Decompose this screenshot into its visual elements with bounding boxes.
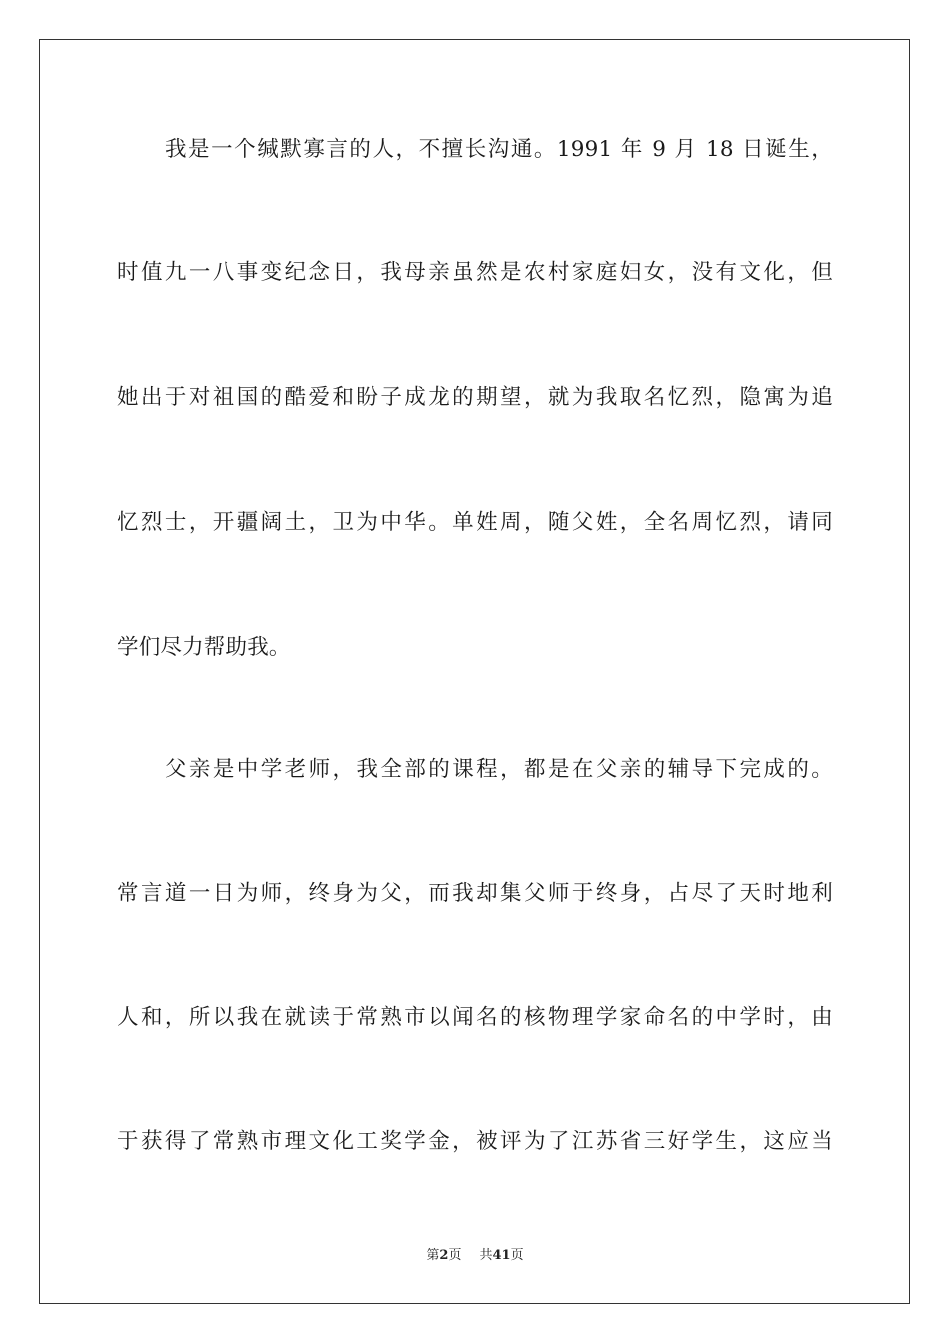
page-suffix: 页	[448, 1248, 462, 1263]
paragraph-2-line-4: 于获得了常熟市理文化工奖学金，被评为了江苏省三好学生，这应当	[117, 1129, 833, 1154]
total-suffix: 页	[510, 1248, 524, 1263]
paragraph-1-line-5: 学们尽力帮助我。	[117, 635, 291, 660]
total-prefix: 共	[479, 1248, 493, 1263]
paragraph-2-line-1: 父亲是中学老师，我全部的课程，都是在父亲的辅导下完成的。	[165, 757, 833, 782]
paragraph-1-line-1: 我是一个缄默寡言的人，不擅长沟通。1991 年 9 月 18 日诞生，	[165, 137, 833, 162]
page-footer	[0, 1246, 950, 1266]
paragraph-2-line-2: 常言道一日为师，终身为父，而我却集父师于终身，占尽了天时地利	[117, 881, 833, 906]
page-prefix: 第	[426, 1248, 440, 1263]
total-pages: 41	[492, 1248, 511, 1263]
paragraph-1-line-3: 她出于对祖国的酷爱和盼子成龙的期望，就为我取名忆烈，隐寓为追	[117, 385, 833, 410]
paragraph-2-line-3: 人和，所以我在就读于常熟市以闻名的核物理学家命名的中学时，由	[117, 1005, 833, 1030]
page-number: 2	[439, 1248, 449, 1263]
paragraph-1-line-4: 忆烈士，开疆阔土，卫为中华。单姓周，随父姓，全名周忆烈，请同	[117, 510, 833, 535]
paragraph-1-line-2: 时值九一八事变纪念日，我母亲虽然是农村家庭妇女，没有文化，但	[117, 260, 833, 285]
page-frame	[39, 39, 910, 1304]
